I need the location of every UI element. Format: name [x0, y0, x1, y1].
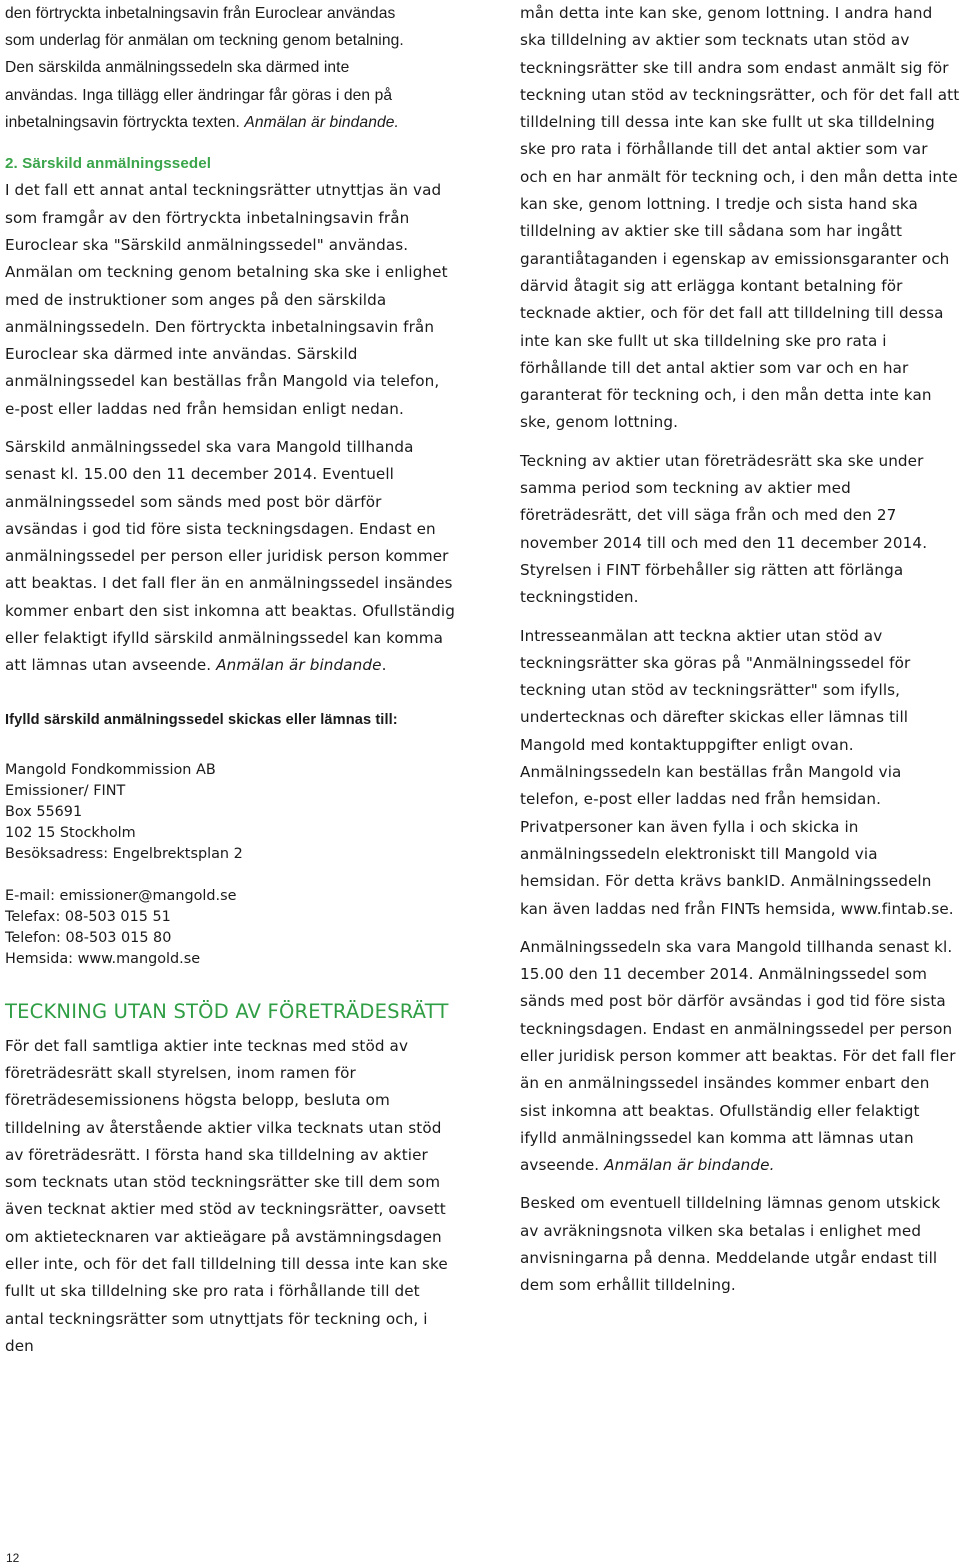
contact-block [5, 886, 455, 970]
right-deadline-binding: Anmälan är bindande. [604, 1156, 775, 1175]
right-deadline-text: Anmälningssedeln ska vara Mangold tillhanda senast kl. 15.00 den 11 december 2014. Anmälningssedel som sänds med post bör därför avsändas i god tid före sista teckningsdagen. Endast en anmälningssedel per person eller juridisk person kommer att beaktas. För det fall fler än en anmälningssedel insändes kommer enbart den sist inkomna att beaktas. Ofullständig eller felaktigt ifylld anmälningssedel kan komma att lämnas utan avseende. [520, 937, 956, 1175]
address-visit: Besöksadress: Engelbrektsplan 2 [5, 845, 243, 862]
contact-web: Hemsida: www.mangold.se [5, 950, 201, 967]
allocation-continued: mån detta inte kan ske, genom lottning. I andra hand ska tilldelning av aktier som tecknats utan stöd av teckningsrätter ske till andra som endast anmält sig för teckning utan stöd av teckningsrätter, och för det fall att tilldelning till dessa inte kan ske fullt ut ska tilldelning ske pro rata i förhållande till det antal aktier som var och en har anmält för teckning och, i den mån detta inte kan ske, genom lottning. I tredje och sista hand ska tilldelning av aktier ske till sådana som har ingått garantiåtaganden i egenskap av emissionsgaranter och därvid åtagit sig att erlägga kontant betalning för tecknade aktier, och för det fall att tilldelning till dessa inte kan ske fullt ut ska tilldelning ske pro rata i förhållande till det antal aktier som var och en har garanterat för teckning och, i den mån detta inte kan ske, genom lottning. [520, 4, 960, 432]
left-deadline-text: Särskild anmälningssedel ska vara Mangold tillhanda senast kl. 15.00 den 11 december 2014. Eventuell anmälningssedel som sänds med post bör därför avsändas i god tid före sista teckningsdagen. Endast en anmälningssedel per person eller juridisk person kommer att beaktas. I det fall fler än en anmälningssedel insändes kommer enbart den sist inkomna att beaktas. Ofullständig eller felaktigt ifylld särskild anmälningssedel kan komma att lämnas utan avseende. [5, 437, 455, 675]
address-company: Mangold Fondkommission AB [5, 761, 216, 778]
section-2-paragraph [5, 150, 455, 423]
contact-phone: Telefon: 08-503 015 80 [5, 929, 172, 946]
address-block [5, 760, 455, 865]
left-deadline-binding: Anmälan är bindande [216, 656, 382, 675]
section-2-body: I det fall ett annat antal teckningsrätter utnyttjas än vad som framgår av den förtryckta inbetalningsavin från Euroclear ska "Särskild anmälningssedel" användas. Anmälan om teckning genom betalning ska ske i enlighet med de instruktioner som anges på den särskilda anmälningssedeln. Den förtryckta inbetalningsavin från Euroclear ska därmed inte användas. Särskild anmälningssedel kan beställas från Mangold via telefon, e-post eller laddas ned från hemsidan enligt nedan. [5, 181, 448, 418]
left-column [5, 0, 455, 1360]
address-city: 102 15 Stockholm [5, 824, 136, 841]
notice-paragraph: Besked om eventuell tilldelning lämnas genom utskick av avräkningsnota vilken ska betalas i enlighet med anvisningarna på denna. Meddelande utgår endast till dem som erhållit tilldelning. [520, 1194, 941, 1295]
allocation-paragraph: För det fall samtliga aktier inte tecknas med stöd av företrädesrätt skall styrelsen, inom ramen för företrädesemissionens högsta belopp, besluta om tilldelning av återstående aktier vilka tecknats utan stöd av företrädesrätt. I första hand ska tilldelning av aktier som tecknats utan stöd teckningsrätter ske till dem som även tecknat aktier med stöd av teckningsrätter, oavsett om aktietecknaren var aktieägare på avstämningsdagen eller inte, och för det fall tilldelning till dessa inte kan ske fullt ut ska tilldelning ske pro rata i förhållande till det antal teckningsrätter som utnyttjats för teckning och, i den [5, 1036, 448, 1355]
contact-email: E-mail: emissioner@mangold.se [5, 887, 237, 904]
address-dept: Emissioner/ FINT [5, 782, 126, 799]
intro-binding-note: Anmälan är bindande. [244, 113, 399, 131]
page-number: 12 [6, 1551, 20, 1565]
address-box: Box 55691 [5, 803, 83, 820]
left-deadline-paragraph: Särskild anmälningssedel ska vara Mangold tillhanda senast kl. 15.00 den 11 december 2014. Eventuell anmälningssedel som sänds med post bör därför avsändas i god tid före sista teckningsdagen. Endast en anmälningssedel per person eller juridisk person kommer att beaktas. I det fall fler än en anmälningssedel insändes kommer enbart den sist inkomna att beaktas. Ofullständig eller felaktigt ifylld särskild anmälningssedel kan komma att lämnas utan avseende. Anmälan är bindande. [5, 437, 455, 675]
section-title: TECKNING UTAN STÖD AV FÖRETRÄDESRÄTT [5, 999, 449, 1023]
interest-paragraph: Intresseanmälan att teckna aktier utan stöd av teckningsrätter ska göras på "Anmälningssedel för teckning utan stöd av teckningsrätter" som ifylls, undertecknas och därefter skickas eller lämnas till Mangold med kontaktuppgifter enligt ovan. Anmälningssedeln kan beställas från Mangold via telefon, e-post eller laddas ned från hemsidan. Privatpersoner kan även fylla i och skicka in anmälningssedeln elektroniskt till Mangold via hemsidan. För detta krävs bankID. Anmälningssedeln kan även laddas ned från FINTs hemsida, www.fintab.se. [520, 626, 954, 918]
intro-text: den förtryckta inbetalningsavin från Euroclear användas som underlag för anmälan om teckning genom betalning. Den särskilda anmälningssedeln ska därmed inte användas. Inga tillägg eller ändringar får göras i den på inbetalningsavin förtryckta texten. [5, 5, 404, 131]
contact-fax: Telefax: 08-503 015 51 [5, 908, 171, 925]
period-paragraph: Teckning av aktier utan företrädesrätt ska ske under samma period som teckning av aktier med företrädesrätt, det vill säga från och med den 27 november 2014 till och med den 11 december 2014. Styrelsen i FINT förbehåller sig rätten att förlänga teckningstiden. [520, 451, 928, 607]
send-to-heading: Ifylld särskild anmälningssedel skickas eller lämnas till: [5, 711, 398, 728]
right-deadline-paragraph [520, 934, 960, 1180]
intro-paragraph [5, 0, 425, 136]
section-2-heading: 2. Särskild anmälningssedel [5, 155, 212, 173]
right-column [520, 0, 960, 1300]
